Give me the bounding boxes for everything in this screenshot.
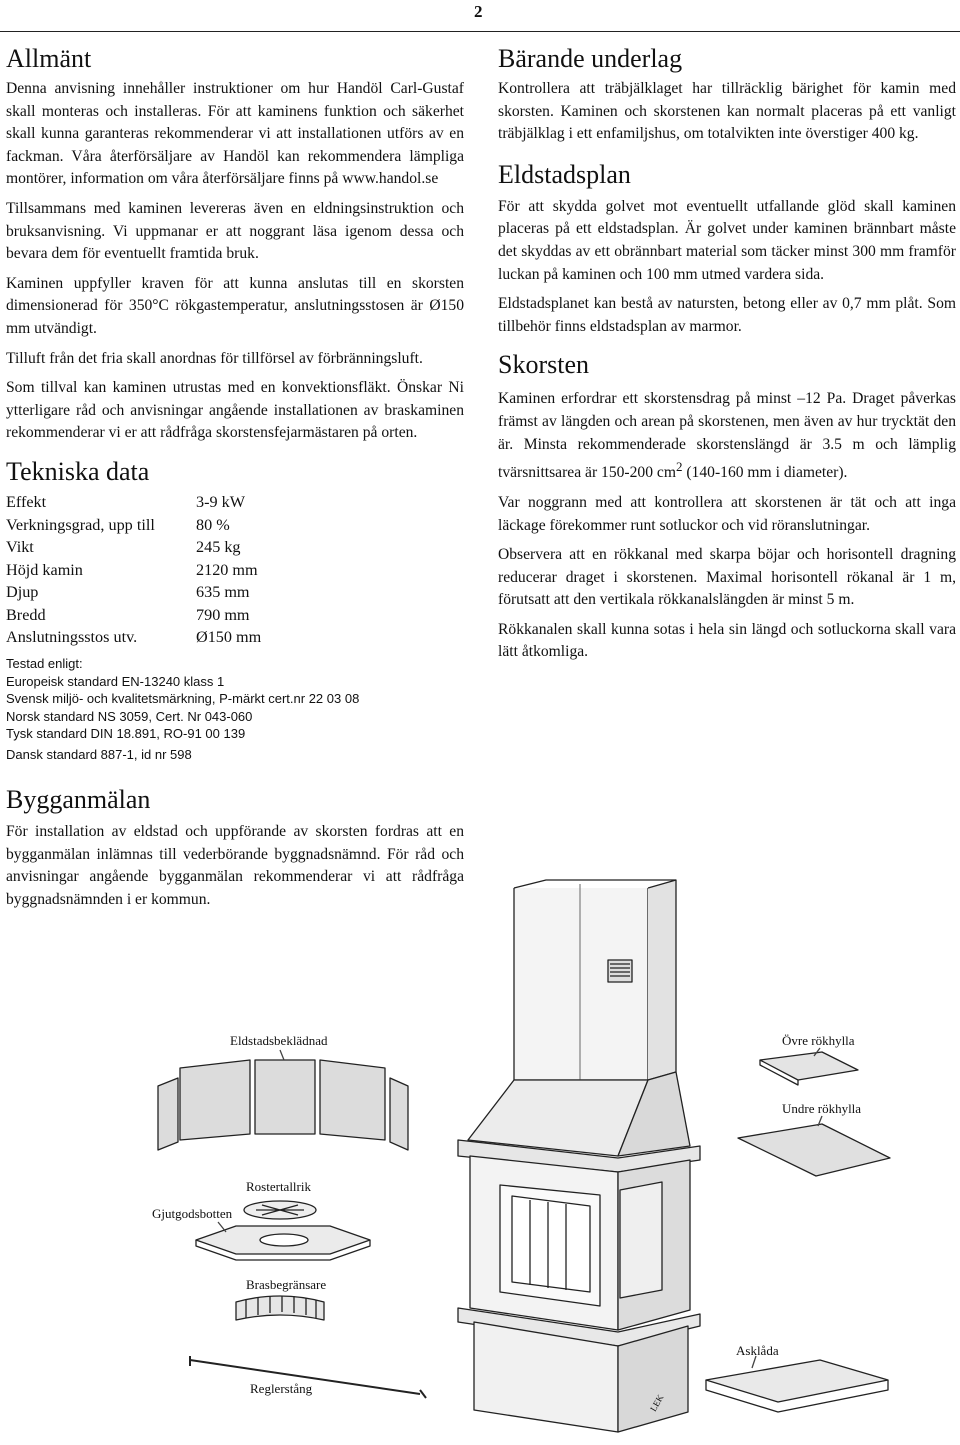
heading-building-notice: Bygganmälan (6, 785, 151, 815)
label-control-rod: Reglerstång (250, 1381, 313, 1396)
general-paragraph-1: Denna anvisning innehåller instruktioner om hur Handöl Carl-Gustaf skall monteras och installeras. För att kaminens funktion och säkerhet skall kunna garanteras rekommenderar vi att installationen utförs av en fackman. Våra återförsäljare av Handöl kan rekommendera lämpliga montörer, information om våra återförsäljare finns på www.handol.se (6, 80, 464, 188)
heading-general: Allmänt (6, 44, 92, 73)
spec-label: Effekt (6, 492, 47, 511)
ash-box (706, 1356, 888, 1412)
heading-support: Bärande underlag (498, 44, 683, 73)
general-paragraph-3: Kaminen uppfyller kraven för att kunna anslutas till en skorsten dimensionerad för 350°C rökgastemperatur, anslutningsstosen är Ø150 mm utvändigt. (6, 274, 464, 337)
building-paragraph-1: För installation av eldstad och uppförande av skorsten fordras att en bygganmälan inlämnas till vederbörande byggnadsnämnd. För råd och anvisningar angående bygganmälan rekommenderar vi att rådfråga byggnadsnämnden i er kommun. (6, 823, 464, 908)
signature-mark: LEK (648, 1392, 666, 1414)
leader-line (280, 1050, 284, 1060)
general-paragraph-2: Tillsammans med kaminen levereras även en eldningsinstruktion och bruksanvisning. Vi uppmanar er att noggrant läsa igenom dessa och bevara dem för eventuellt framtida bruk. (6, 199, 464, 263)
heading-hearth: Eldstadsplan (498, 159, 631, 189)
heading-chimney: Skorsten (498, 350, 589, 380)
general-paragraph-5: Som tillval kan kaminen utrustas med en konvektionsfläkt. Önskar Ni ytterligare råd och anvisningar angående installationen av braskaminen rekommenderar vi er att rådfråga skorstensfejarmästaren på orten. (6, 379, 464, 442)
grate-plate (244, 1201, 316, 1219)
chimney-paragraph-2: Var noggrann med att kontrollera att skorstenen är tät och att inga läckage förekommer runt sotluckor och vid röranslutningar. (498, 493, 956, 534)
spec-label: Djup (6, 583, 39, 602)
spec-label: Anslutningsstos utv. (6, 628, 138, 647)
tested-line: Norsk standard NS 3059, Cert. Nr 043-060 (6, 708, 253, 724)
spec-value: 245 kg (196, 538, 241, 557)
label-lower-shelf: Undre rökhylla (782, 1101, 862, 1116)
lower-smoke-shelf (738, 1116, 890, 1176)
label-grate-plate: Rostertallrik (246, 1179, 311, 1194)
lining-panels (158, 1060, 408, 1150)
hearth-paragraph-2: Eldstadsplanet kan bestå av natursten, betong eller av 0,7 mm plåt. Som tillbehör finns eldstadsplan av marmor. (498, 295, 956, 335)
vent-grille (608, 960, 632, 982)
spec-value: Ø150 mm (196, 628, 262, 647)
spec-value: 635 mm (196, 583, 250, 602)
stove-hood (458, 1072, 700, 1172)
tested-line: Tysk standard DIN 18.891, RO-91 00 139 (6, 726, 246, 742)
label-upper-shelf: Övre rökhylla (782, 1033, 855, 1048)
label-ash-box: Asklåda (736, 1343, 779, 1358)
tested-line: Dansk standard 887-1, id nr 598 (6, 746, 192, 762)
page-number: 2 (474, 2, 483, 21)
chimney-pipe (514, 880, 676, 1080)
tested-line: Europeisk standard EN-13240 klass 1 (6, 673, 225, 689)
heading-tech-data: Tekniska data (6, 456, 150, 486)
general-paragraph-4: Tilluft från det fria skall anordnas för tillförsel av förbränningsluft. (6, 349, 423, 367)
cast-bottom (196, 1222, 370, 1260)
stove-body (458, 1156, 700, 1432)
hearth-paragraph-1: För att skydda golvet mot eventuellt utfallande glöd skall kaminen placeras på ett eldstadsplan. Är golvet under kaminen brännbart måste det skyddas av ett obrännbart material som täcker minst 300 mm framför luckan på kaminen och 100 mm utmed vardera sida. (498, 197, 956, 283)
chimney-text-b: (140-160 mm i diameter). (682, 464, 848, 482)
tested-line: Testad enligt: (6, 656, 83, 672)
spec-label: Bredd (6, 605, 46, 624)
chimney-superscript: 2 (675, 459, 683, 475)
label-cast-bottom: Gjutgodsbotten (152, 1206, 233, 1221)
spec-value: 3-9 kW (196, 492, 245, 511)
fire-limiter (236, 1296, 324, 1320)
label-fire-limiter: Brasbegränsare (246, 1277, 327, 1292)
spec-label: Höjd kamin (6, 560, 83, 579)
support-paragraph-1: Kontrollera att träbjälklaget har tillräcklig bärighet för kamin med skorsten. Kaminen och skorstenen kan normalt placeras på ett vanligt träbjälklag i ett enfamiljshus, om totalvikten inte överstiger 400 kg. (498, 80, 956, 143)
upper-smoke-shelf (760, 1048, 858, 1085)
label-lining: Eldstadsbeklädnad (230, 1033, 328, 1048)
spec-value: 80 % (196, 515, 230, 534)
spec-value: 790 mm (196, 605, 250, 624)
spec-label: Vikt (6, 538, 34, 557)
spec-value: 2120 mm (196, 560, 258, 579)
chimney-text-a: Kaminen erfordrar ett skorstensdrag på minst –12 Pa. Draget påverkas främst av längden och arean på skorstenen, men även av hur trycktät den är. Minsta rekommenderade skorstenslängd är 3.5 m och lämplig tvärsnittsarea är 150-200 cm (498, 390, 956, 482)
chimney-paragraph-3: Observera att en rökkanal med skarpa böjar och horisontell dragning reducerar draget i skorstenen. Maximal horisontell rökanal är 1 m, förutsatt att den vertikala rökkanalslängden är minst 5 m. (498, 546, 956, 609)
spec-label: Verkningsgrad, upp till (6, 515, 155, 534)
chimney-paragraph-4: Rökkanalen skall kunna sotas i hela sin längd och sotluckorna skall vara lätt åtkomliga. (498, 620, 956, 661)
tested-line: Svensk miljö- och kvalitetsmärkning, P-märkt cert.nr 22 03 08 (6, 691, 360, 707)
